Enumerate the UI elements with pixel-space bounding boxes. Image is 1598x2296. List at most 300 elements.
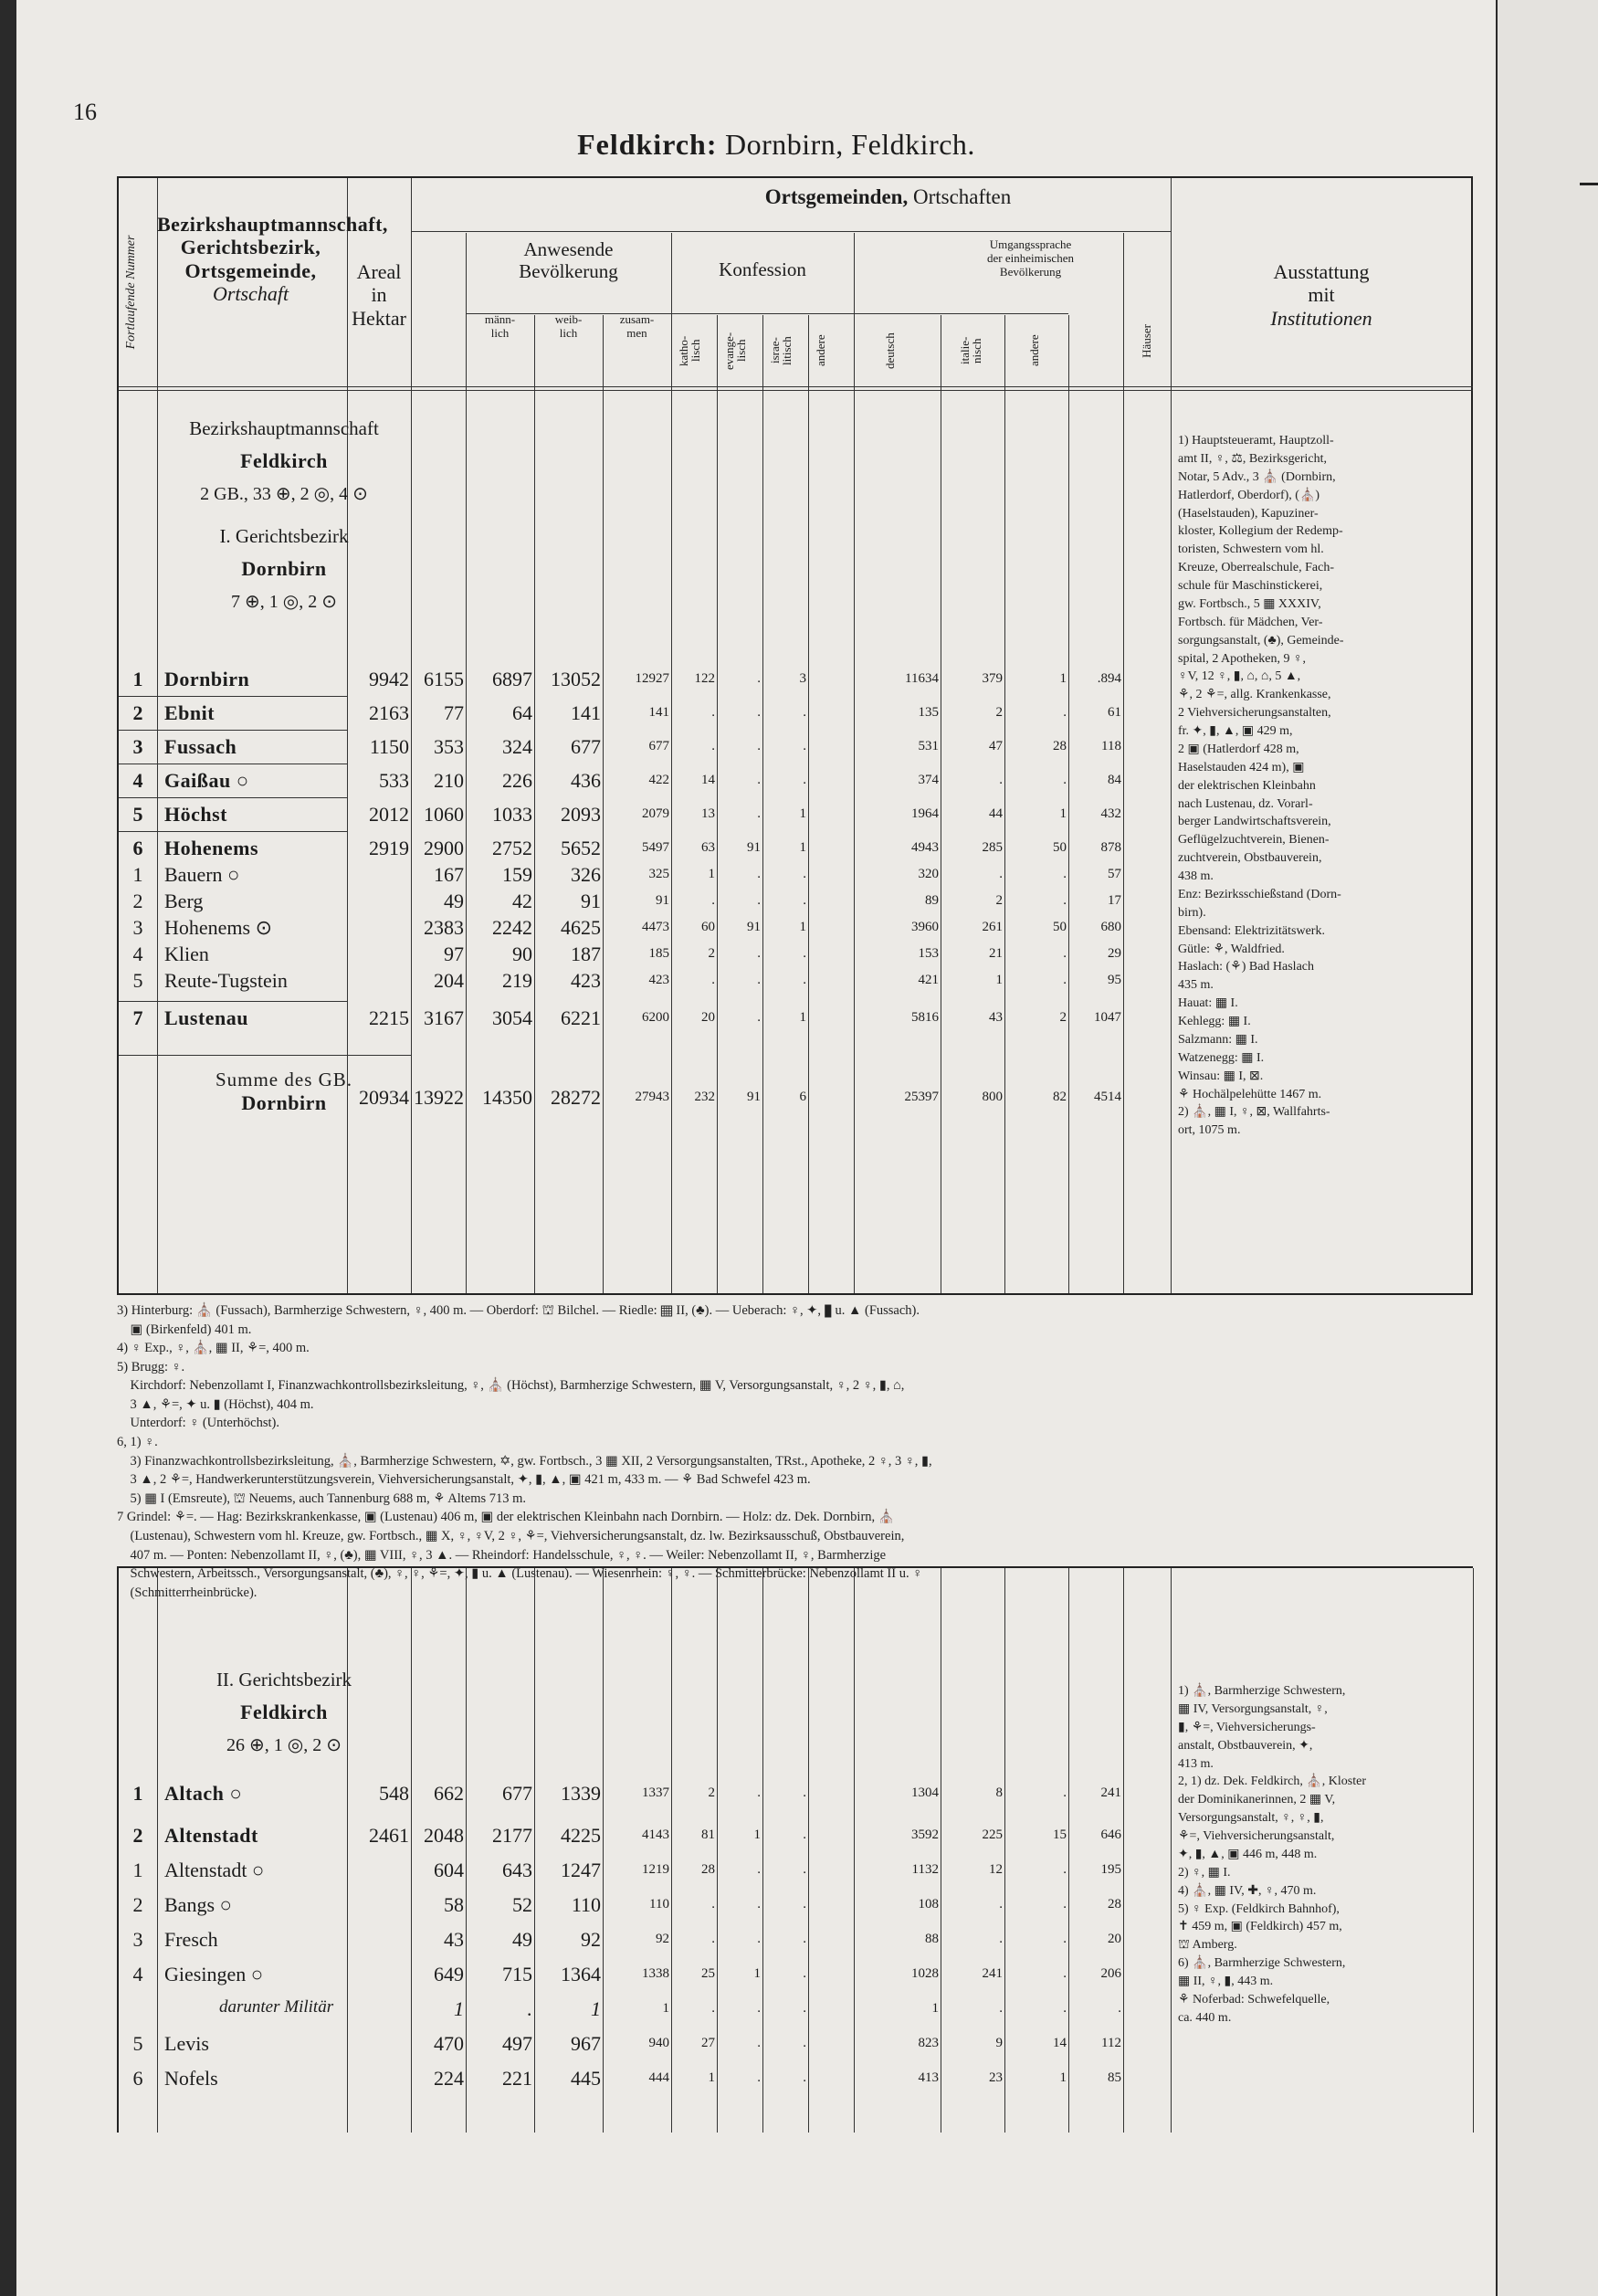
bevoelkerung-header	[466, 238, 671, 282]
cell-areal: 2919	[369, 837, 409, 859]
cell-deu: 823	[918, 2036, 939, 2050]
row-index: 3	[132, 735, 143, 758]
cell-h: 118	[1101, 739, 1121, 753]
cell-ita: 21	[989, 946, 1003, 961]
note-line: ⚘ Noferbad: Schwefelquelle,	[1178, 1992, 1330, 2006]
row-name: Nofels	[164, 2067, 218, 2090]
subheader-umg_sub-0: deutsch	[883, 332, 897, 369]
cell-ita: 2	[995, 893, 1003, 908]
row-index: 2	[132, 1824, 143, 1847]
row-name: Hohenems	[164, 837, 258, 859]
cell-and: 1	[799, 840, 806, 855]
ortsgemeinden-header	[411, 185, 1365, 209]
cell-w: 219	[502, 969, 532, 992]
cell-w: 90	[512, 943, 532, 965]
note-line: nach Lustenau, dz. Vorarl-	[1178, 796, 1313, 811]
footnote-line: 5) ▦ I (Emsreute), ⛫ Neuems, auch Tannenburg 688 m, ⚘ Altems 713 m.	[117, 1490, 527, 1506]
cell-kath: 141	[648, 705, 669, 720]
cell-deu: 1132	[911, 1862, 939, 1877]
cell-deu: 108	[918, 1897, 939, 1912]
cell-isr: 1	[753, 1827, 761, 1842]
note-line: kloster, Kollegium der Redemp-	[1178, 524, 1343, 539]
cell-kath: 1219	[642, 1862, 669, 1877]
cell-and2: .	[1063, 1785, 1067, 1800]
cell-h: 84	[1108, 773, 1121, 787]
cell-m: 2900	[424, 837, 464, 859]
note-line: ca. 440 m.	[1178, 2010, 1232, 2025]
cell-and2: 50	[1053, 840, 1067, 855]
note-line: schule für Maschinstickerei,	[1178, 579, 1323, 593]
cell-and: .	[803, 1932, 806, 1946]
note-line: 2) ⛪, ▦ I, ♀, ⊠, Wallfahrts-	[1178, 1105, 1330, 1120]
cell-deu: 88	[925, 1932, 939, 1946]
cell-deu: 11634	[905, 671, 939, 686]
cell-h: 29	[1108, 946, 1121, 961]
row-index: 3	[132, 1928, 143, 1951]
note-line: ⚘, 2 ⚘=, allg. Krankenkasse,	[1178, 688, 1331, 702]
footnote-line: ▣ (Birkenfeld) 401 m.	[117, 1322, 252, 1337]
note-line: Gütle: ⚘, Waldfried.	[1178, 942, 1285, 956]
note-line: 438 m.	[1178, 869, 1214, 883]
cell-isr: .	[757, 1010, 761, 1025]
row-separator	[119, 831, 347, 832]
note-line: sorgungsanstalt, (♣), Gemeinde-	[1178, 633, 1344, 648]
note-line: ⚘=, Viehversicherungsanstalt,	[1178, 1829, 1335, 1843]
cell-and2: 15	[1053, 1827, 1067, 1842]
cell-ita: 2	[995, 705, 1003, 720]
grid-hline	[466, 313, 671, 314]
cell-kath: 4473	[642, 920, 669, 934]
note-line: ▦ II, ♀, ▮, 443 m.	[1178, 1975, 1274, 1988]
sum-cell-h: 4514	[1094, 1090, 1121, 1104]
cell-w: 3054	[492, 1006, 532, 1029]
hdr-name-3: Ortsgemeinde,	[184, 258, 317, 282]
cell-m: 649	[434, 1963, 464, 1985]
hdr-weiblich: weib- lich	[554, 312, 583, 340]
cell-ita: 261	[982, 920, 1003, 934]
note-line: zuchtverein, Obstbauverein,	[1178, 851, 1322, 866]
note-line: Haselstauden 424 m), ▣	[1178, 760, 1305, 774]
cell-w: 1033	[492, 803, 532, 826]
cell-and: .	[803, 773, 806, 787]
footnote-line: 3) Hinterburg: ⛪ (Fussach), Barmherzige Schwestern, ♀, 400 m. — Oberdorf: ⛫ Bilchel. — Riedle: ▦ II, (♣). — Ueberach: ♀, ✦, ▮ u. ▲ (Fussach).	[117, 1303, 920, 1318]
haeuser-header	[1123, 324, 1169, 363]
cell-and: .	[803, 946, 806, 961]
cell-h: 57	[1108, 867, 1121, 881]
cell-ita: 8	[995, 1785, 1003, 1800]
cell-h: 61	[1108, 705, 1121, 720]
cell-w: 2752	[492, 837, 532, 859]
cell-z: 4625	[561, 916, 601, 939]
cell-z: 141	[571, 701, 601, 724]
row-name: Hohenems ⊙	[164, 916, 273, 939]
hdr-areal-2: in	[371, 283, 387, 307]
cell-and2: .	[1063, 773, 1067, 787]
gb1-line-1: I. Gerichtsbezirk	[219, 525, 349, 547]
subheader-konf_sub-3: andere	[814, 334, 827, 367]
row-name: Fresch	[164, 1928, 218, 1951]
footnote-line: Unterdorf: ♀ (Unterhöchst).	[117, 1416, 279, 1431]
subheader-umg_sub-2: andere	[1027, 334, 1041, 367]
cell-z: 423	[571, 969, 601, 992]
cell-ita: .	[999, 773, 1003, 787]
note-line: toristen, Schwestern vom hl.	[1178, 542, 1324, 557]
cell-m: 43	[444, 1928, 464, 1951]
cell-deu: 1	[931, 2001, 939, 2016]
cell-m: 470	[434, 2032, 464, 2055]
cell-isr: .	[757, 893, 761, 908]
cell-w: 643	[502, 1859, 532, 1881]
note-line: 413 m.	[1178, 1756, 1214, 1771]
note-line: Ebensand: Elektrizitätswerk.	[1178, 923, 1325, 938]
row-index: 5	[132, 803, 143, 826]
cell-and: .	[803, 2001, 806, 2016]
note-line: 2 ▣ (Hatlerdorf 428 m,	[1178, 742, 1299, 756]
cell-isr: .	[757, 867, 761, 881]
cell-deu: 413	[918, 2070, 939, 2085]
note-line: Geflügelzuchtverein, Bienen-	[1178, 833, 1330, 848]
hdr-ausst-1: Ausstattung	[1273, 260, 1370, 283]
cell-ev: .	[711, 705, 715, 720]
cell-ev: 60	[701, 920, 715, 934]
row-index: 2	[132, 1893, 143, 1916]
hdr-areal-1: Areal	[356, 260, 402, 283]
note-line: Fortbsch. für Mädchen, Ver-	[1178, 615, 1323, 629]
cell-and2: 28	[1053, 739, 1067, 753]
cell-m: 224	[434, 2067, 464, 2090]
gb2-line-3: 26 ⊕, 1 ◎, 2 ⊙	[226, 1735, 342, 1755]
cell-ita: 225	[982, 1827, 1003, 1842]
footnote-line: (Schmitterrheinbrücke).	[117, 1585, 258, 1600]
grid-hline	[854, 313, 1068, 314]
cell-areal: 2461	[369, 1824, 409, 1847]
column-areal-header	[347, 260, 411, 330]
adjacent-page-edge	[1498, 0, 1598, 2296]
cell-and: 1	[799, 920, 806, 934]
sum-cell-areal: 20934	[359, 1086, 409, 1109]
page-title	[365, 128, 1187, 162]
bh-line-3: 2 GB., 33 ⊕, 2 ◎, 4 ⊙	[200, 484, 368, 504]
note-line: 2 Viehversicherungsanstalten,	[1178, 706, 1331, 721]
cell-ev: 81	[701, 1827, 715, 1842]
hdr-bev-1: Anwesende	[523, 238, 614, 260]
cell-isr: .	[757, 806, 761, 821]
cell-deu: 1028	[911, 1966, 939, 1981]
sum-cell-isr: 91	[747, 1090, 761, 1104]
cell-w: 2242	[492, 916, 532, 939]
row-name: Bangs ○	[164, 1893, 232, 1916]
cell-h: 206	[1100, 1966, 1121, 1981]
cell-ev: 28	[701, 1862, 715, 1877]
umgangssprache-header	[941, 238, 1120, 279]
footnote-line: 407 m. — Ponten: Nebenzollamt II, ♀, (♣), ▦ VIII, ♀, 3 ▲. — Rheindorf: Handelsschule, ♀, ♀. — Weiler: Nebenzollamt II, ♀, Barmherzige	[117, 1547, 887, 1563]
cell-ita: 285	[982, 840, 1003, 855]
cell-and2: .	[1063, 946, 1067, 961]
note-line: ort, 1075 m.	[1178, 1123, 1241, 1138]
cell-and: .	[803, 893, 806, 908]
cell-deu: 4943	[911, 840, 939, 855]
cell-areal: 548	[379, 1782, 409, 1805]
cell-and: .	[803, 973, 806, 987]
cell-kath: 4143	[642, 1827, 669, 1842]
cell-and2: 14	[1053, 2036, 1067, 2050]
cell-isr: .	[757, 2001, 761, 2016]
note-line: der elektrischen Kleinbahn	[1178, 778, 1316, 793]
hdr-zusammen: zusam- men	[619, 312, 655, 340]
cell-m: 353	[434, 735, 464, 758]
cell-isr: .	[757, 1862, 761, 1877]
cell-ita: 241	[982, 1966, 1003, 1981]
footnote-line: (Lustenau), Schwestern vom hl. Kreuze, gw. Fortbsch., ▦ X, ♀, ♀V, 2 ♀, ⚘=, Viehversicherungsanstalt, dz. lw. Bezirksausschuß, Obstbauverein,	[117, 1528, 905, 1543]
cell-ev: 2	[708, 946, 715, 961]
cell-kath: 5497	[642, 840, 669, 855]
cell-deu: 135	[918, 705, 939, 720]
footnote-line: 3 ▲, ⚘=, ✦ u. ▮ (Höchst), 404 m.	[117, 1396, 314, 1412]
cell-ev: 20	[701, 1010, 715, 1025]
sum-cell-kath: 27943	[635, 1090, 669, 1104]
cell-areal: 2215	[369, 1006, 409, 1029]
cell-deu: 1964	[911, 806, 939, 821]
cell-h: 878	[1100, 840, 1121, 855]
cell-isr: .	[757, 1932, 761, 1946]
sum-cell-z: 28272	[551, 1086, 601, 1109]
row-name: Altenstadt	[164, 1824, 258, 1847]
cell-h: 680	[1100, 920, 1121, 934]
cell-areal: 2012	[369, 803, 409, 826]
row-separator	[119, 1001, 347, 1002]
hdr-maennlich: männ- lich	[484, 312, 516, 340]
edge-rule	[1580, 183, 1598, 185]
cell-kath: 423	[648, 973, 669, 987]
footnote-line: 4) ♀ Exp., ♀, ⛪, ▦ II, ⚘=, 400 m.	[117, 1341, 310, 1356]
title-rest: Dornbirn, Feldkirch.	[717, 128, 975, 161]
cell-kath: 92	[656, 1932, 669, 1946]
note-line: ⚘ Hochälpelehütte 1467 m.	[1178, 1087, 1322, 1101]
cell-deu: 89	[925, 893, 939, 908]
sum-cell-m: 13922	[414, 1086, 464, 1109]
ausstattung-header	[1171, 260, 1472, 330]
grid-hline	[671, 313, 854, 314]
cell-z: 6221	[561, 1006, 601, 1029]
grid-hline	[119, 386, 1473, 387]
cell-kath: 940	[648, 2036, 669, 2050]
cell-ev: .	[711, 739, 715, 753]
cell-w: 324	[502, 735, 532, 758]
row-index: 3	[132, 916, 143, 939]
cell-and2: .	[1063, 893, 1067, 908]
gb2-line-2: Feldkirch	[240, 1701, 328, 1723]
cell-kath: 6200	[642, 1010, 669, 1025]
row-name: Levis	[164, 2032, 209, 2055]
cell-w: 159	[502, 863, 532, 886]
note-line: 2) ♀, ▦ I.	[1178, 1865, 1231, 1880]
row-index: 2	[132, 890, 143, 912]
cell-and: .	[803, 2070, 806, 2085]
grid-hline	[411, 231, 1171, 232]
row-index: 1	[132, 1859, 143, 1881]
cell-deu: 5816	[911, 1010, 939, 1025]
note-line: 4) ⛪, ▦ IV, ✚, ♀, 470 m.	[1178, 1883, 1317, 1898]
cell-deu: 531	[918, 739, 939, 753]
footnote-line: 5) Brugg: ♀.	[117, 1359, 185, 1374]
cell-and: 1	[799, 1010, 806, 1025]
cell-ita: .	[999, 867, 1003, 881]
cell-w: 226	[502, 769, 532, 792]
cell-kath: 1338	[642, 1966, 669, 1981]
cell-isr: .	[757, 973, 761, 987]
hdr-areal-3: Hektar	[352, 306, 406, 330]
cell-isr: .	[757, 1785, 761, 1800]
cell-kath: 2079	[642, 806, 669, 821]
note-line: 5) ♀ Exp. (Feldkirch Bahnhof),	[1178, 1901, 1340, 1916]
cell-kath: 91	[656, 893, 669, 908]
statistics-table-feldkirch	[117, 1566, 1473, 2133]
sum-cell-ita: 800	[982, 1090, 1003, 1104]
cell-and: .	[803, 1862, 806, 1877]
cell-isr: .	[757, 1897, 761, 1912]
note-line: Notar, 5 Adv., 3 ⛪ (Dornbirn,	[1178, 469, 1336, 484]
cell-z: 187	[571, 943, 601, 965]
cell-z: 326	[571, 863, 601, 886]
row-name: Reute-Tugstein	[164, 969, 288, 992]
cell-and2: 1	[1059, 671, 1067, 686]
note-line: ▮, ⚘=, Viehversicherungs-	[1178, 1720, 1316, 1734]
row-name: Berg	[164, 890, 204, 912]
cell-isr: .	[757, 2036, 761, 2050]
cell-w: 52	[512, 1893, 532, 1916]
cell-and2: .	[1063, 973, 1067, 987]
cell-h: 646	[1100, 1827, 1121, 1842]
cell-and: .	[803, 2036, 806, 2050]
sum-label-1: Summe des GB.	[215, 1069, 353, 1090]
cell-z: 1364	[561, 1963, 601, 1985]
cell-deu: 1304	[911, 1785, 939, 1800]
bh-heading	[157, 417, 411, 613]
statistics-table-dornbirn	[117, 176, 1473, 1295]
cell-z: 2093	[561, 803, 601, 826]
cell-z: 436	[571, 769, 601, 792]
cell-h: 20	[1108, 1932, 1121, 1946]
gb1-line-3: 7 ⊕, 1 ◎, 2 ⊙	[231, 592, 337, 612]
grid-hline	[119, 390, 1473, 391]
cell-ita: 23	[989, 2070, 1003, 2085]
cell-isr: .	[757, 946, 761, 961]
row-index: 4	[132, 769, 143, 792]
cell-and2: 2	[1059, 1010, 1067, 1025]
footnote-line: 3 ▲, 2 ⚘=, Handwerkerunterstützungsverein, Viehversicherungsanstalt, ✦, ▮, ▲, ▣ 421 m, 433 m. — ⚘ Bad Schwefel 423 m.	[117, 1472, 811, 1488]
column-sequence-number-header: Fortlaufende Nummer	[124, 235, 138, 350]
row-name: darunter Militär	[219, 1997, 334, 2017]
note-line: der Dominikanerinnen, 2 ▦ V,	[1178, 1793, 1336, 1807]
title-bold: Feldkirch:	[577, 128, 718, 161]
cell-m: 77	[444, 701, 464, 724]
hdr-bev-2: Bevölkerung	[519, 260, 618, 283]
note-line: ♀V, 12 ♀, ▮, ⌂, ⌂, 5 ▲,	[1178, 669, 1301, 684]
cell-and2: 1	[1059, 806, 1067, 821]
cell-isr: 1	[753, 1966, 761, 1981]
hdr-umg-2: der einheimischen	[987, 250, 1074, 265]
note-line: 1) Hauptsteueramt, Hauptzoll-	[1178, 434, 1334, 448]
note-line: Winsau: ▦ I, ⊠.	[1178, 1069, 1264, 1083]
sum-cell-w: 14350	[482, 1086, 532, 1109]
row-index: 1	[132, 668, 143, 690]
cell-and2: 50	[1053, 920, 1067, 934]
cell-ita: 12	[989, 1862, 1003, 1877]
sum-cell-ev: 232	[694, 1090, 715, 1104]
cell-ev: 27	[701, 2036, 715, 2050]
note-line: Enz: Bezirksschießstand (Dorn-	[1178, 887, 1341, 901]
cell-m: 167	[434, 863, 464, 886]
cell-w: 6897	[492, 668, 532, 690]
cell-z: 4225	[561, 1824, 601, 1847]
cell-z: 13052	[551, 668, 601, 690]
cell-isr: 91	[747, 840, 761, 855]
cell-kath: 1	[662, 2001, 669, 2016]
row-name: Fussach	[164, 735, 237, 758]
sum-cell-and2: 82	[1053, 1090, 1067, 1104]
footnote-line: Schwestern, Arbeitssch., Versorgungsanstalt, (♣), ♀, ♀, ⚘=, ✦, ▮ u. ▲ (Lustenau). — Wiesenrhein: ♀, ♀. — Schmitterbrücke: Nebenzollamt II u. ♀	[117, 1566, 923, 1582]
cell-and: 3	[799, 671, 806, 686]
note-line: ✝ 459 m, ▣ (Feldkirch) 457 m,	[1178, 1920, 1342, 1934]
cell-ita: 47	[989, 739, 1003, 753]
hdr-ausst-2: mit	[1308, 283, 1335, 307]
cell-m: 604	[434, 1859, 464, 1881]
cell-w: .	[527, 1997, 532, 2020]
cell-ita: .	[999, 2001, 1003, 2016]
cell-deu: 3592	[911, 1827, 939, 1842]
hdr-umg-3: Bevölkerung	[999, 264, 1062, 279]
cell-ita: 9	[995, 2036, 1003, 2050]
cell-and: .	[803, 705, 806, 720]
hdr-name-4: Ortschaft	[212, 281, 289, 305]
cell-z: 677	[571, 735, 601, 758]
cell-ita: .	[999, 1897, 1003, 1912]
cell-ev: 63	[701, 840, 715, 855]
cell-kath: 325	[648, 867, 669, 881]
note-line: berger Landwirtschaftsverein,	[1178, 815, 1331, 829]
cell-ev: .	[711, 2001, 715, 2016]
cell-z: 110	[571, 1893, 601, 1916]
row-name: Lustenau	[164, 1006, 249, 1029]
cell-ita: 379	[982, 671, 1003, 686]
row-index: 4	[132, 1963, 143, 1985]
row-index: 1	[132, 1782, 143, 1805]
cell-m: 49	[444, 890, 464, 912]
cell-isr: 91	[747, 920, 761, 934]
note-line: Hatlerdorf, Oberdorf), (⛪)	[1178, 488, 1320, 502]
sum-cell-deu: 25397	[904, 1090, 939, 1104]
cell-ita: .	[999, 1932, 1003, 1946]
sum-label-2: Dornbirn	[241, 1091, 327, 1114]
cell-w: 715	[502, 1963, 532, 1985]
hdr-ortsgemeinden: Ortsgemeinden,	[764, 185, 909, 208]
cell-areal: 1150	[369, 735, 409, 758]
hdr-umg-1: Umgangssprache	[989, 237, 1072, 251]
cell-z: 967	[571, 2032, 601, 2055]
subheader-umg_sub-1: italie- nisch	[958, 336, 983, 365]
cell-kath: 677	[648, 739, 669, 753]
cell-areal: 533	[379, 769, 409, 792]
row-name: Altach ○	[164, 1782, 243, 1805]
cell-and: .	[803, 1966, 806, 1981]
note-line: 435 m.	[1178, 978, 1214, 993]
cell-kath: 422	[648, 773, 669, 787]
cell-and2: .	[1063, 1966, 1067, 1981]
row-name: Altenstadt ○	[164, 1859, 265, 1881]
cell-areal: 2163	[369, 701, 409, 724]
subheader-konf_sub-1: evange- lisch	[722, 332, 748, 370]
note-line: fr. ✦, ▮, ▲, ▣ 429 m,	[1178, 724, 1293, 738]
